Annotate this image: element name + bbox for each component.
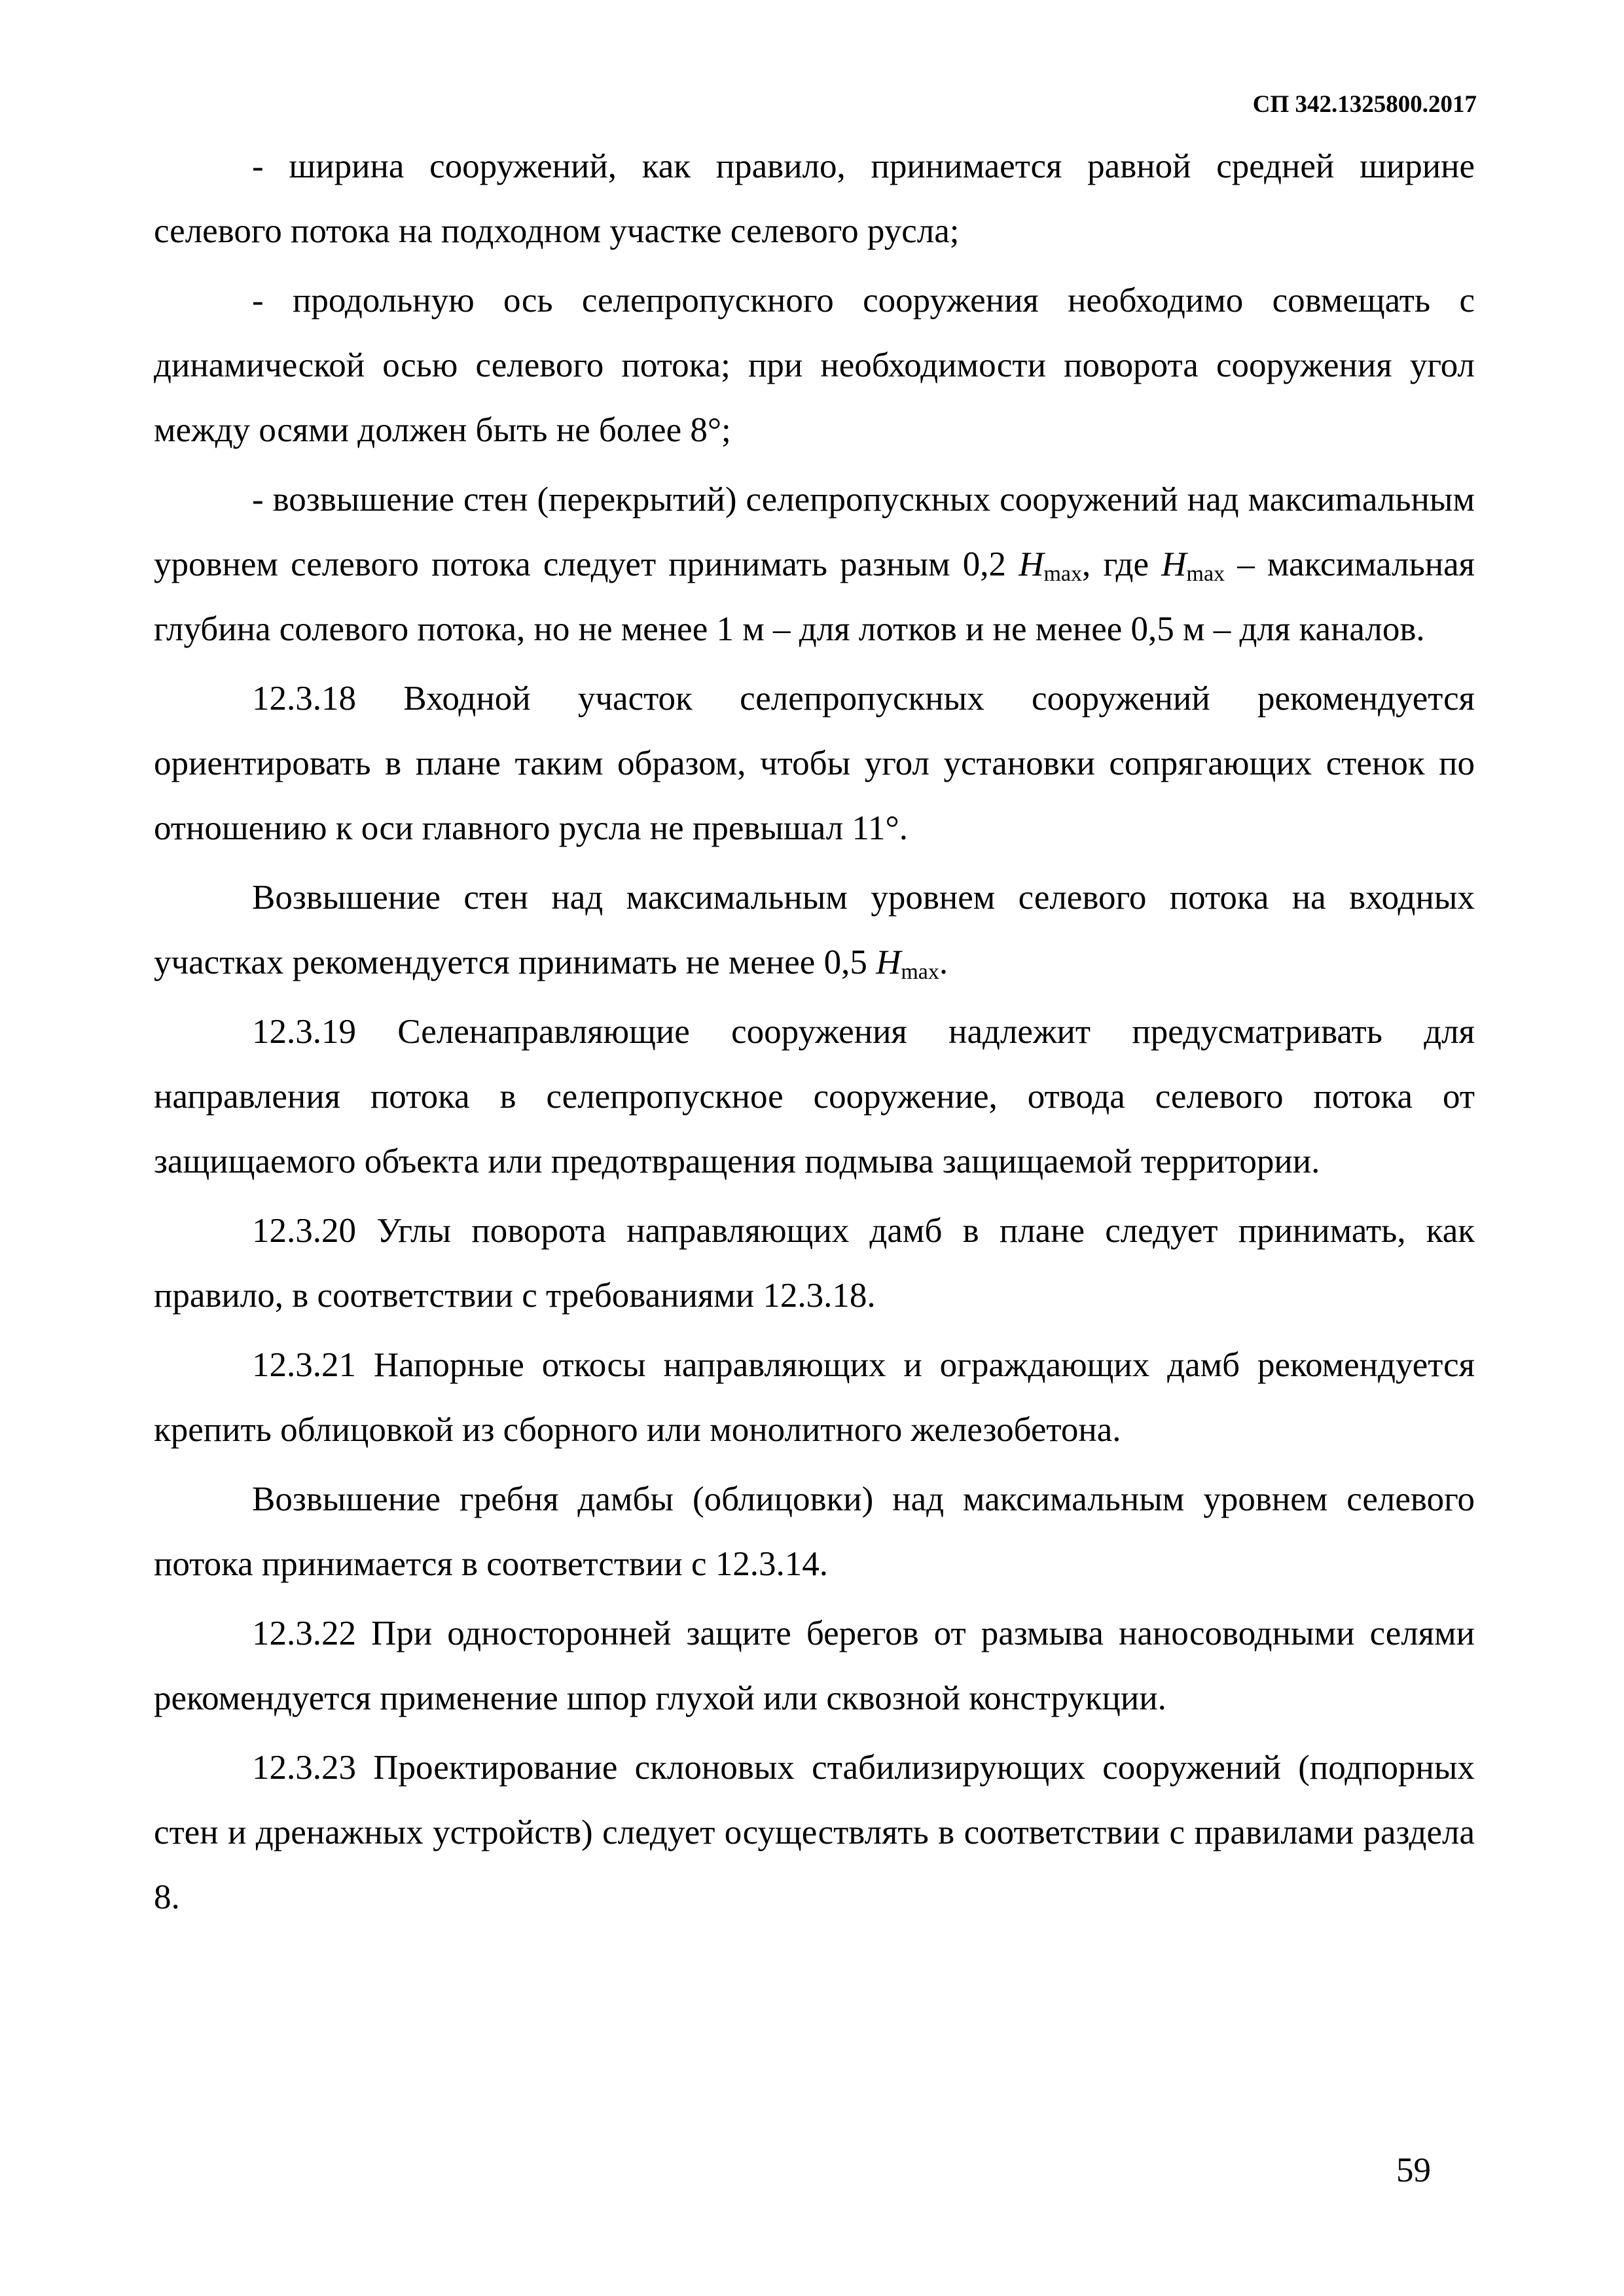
paragraph-12-3-20: 12.3.20 Углы поворота направляющих дамб в плане следует принимать, как правило, в соответствии с требованиями 12.3.18. [154,1212,1475,1315]
page-body [154,134,1475,1935]
paragraph-wall-elevation [154,467,1475,662]
paragraph-12-3-22: 12.3.22 При односторонней защите берегов от размыва наносоводными селями рекомендуется применение шпор глухой или сквозной конструкции. [154,1614,1475,1717]
text-segment: Возвышение стен над максимальным уровнем селевого потока на входных участках рекомендуется принимать не менее 0,5 [154,879,1475,981]
paragraph-structure-width: - ширина сооружений, как правило, принимается равной средней ширине селевого потока на подходном участке селевого русла; [154,147,1475,250]
paragraph-dam-crest-elevation: Возвышение гребня дамбы (облицовки) над максимальным уровнем селевого потока принимается в соответствии с 12.3.14. [154,1480,1475,1583]
paragraph-inlet-wall-elevation [154,866,1475,995]
variable-h: H [876,943,901,981]
paragraph-12-3-18: 12.3.18 Входной участок селепропускных сооружений рекомендуется ориентировать в плане таким образом, чтобы угол установки сопрягающих стенок по отношению к оси главного русла не превышал 11°. [154,680,1475,847]
subscript-max: max [1043,562,1083,586]
paragraph-12-3-19: 12.3.19 Селенаправляющие сооружения надлежит предусматривать для направления потока в селепропускное сооружение, отвода селевого потока от защищаемого объекта или предотвращения подмыва защищаемой территории. [154,1013,1475,1180]
subscript-max: max [901,960,939,984]
variable-h: H [1019,545,1044,583]
text-segment: , где [1082,545,1162,583]
text-segment: . [939,943,948,981]
text-segment: - возвышение стен (перекрытий) селепропускных сооружений над максиmальным уровнем селевого потока следует принимать разным 0,2 [154,481,1475,583]
paragraph-12-3-23: 12.3.23 Проектирование склоновых стабилизирующих сооружений (подпорных стен и дренажных устройств) следует осуществлять в соответствии с правилами раздела 8. [154,1749,1475,1916]
text-segment: – максимальная глубина солевого потока, но не менее 1 м – для лотков и не менее 0,5 м – для каналов. [154,545,1475,648]
paragraph-12-3-21: 12.3.21 Напорные откосы направляющих и ограждающих дамб рекомендуется крепить облицовкой из сборного или монолитного железобетона. [154,1346,1475,1449]
page-number: 59 [1396,2151,1431,2189]
document-code-header: СП 342.1325800.2017 [1252,91,1477,118]
subscript-max: max [1186,562,1225,586]
variable-h: H [1161,545,1187,583]
paragraph-longitudinal-axis: - продольную ось селепропускного сооружения необходимо совмещать с динамической осью селевого потока; при необходимости поворота сооружения угол между осями должен быть не более 8°; [154,282,1475,449]
